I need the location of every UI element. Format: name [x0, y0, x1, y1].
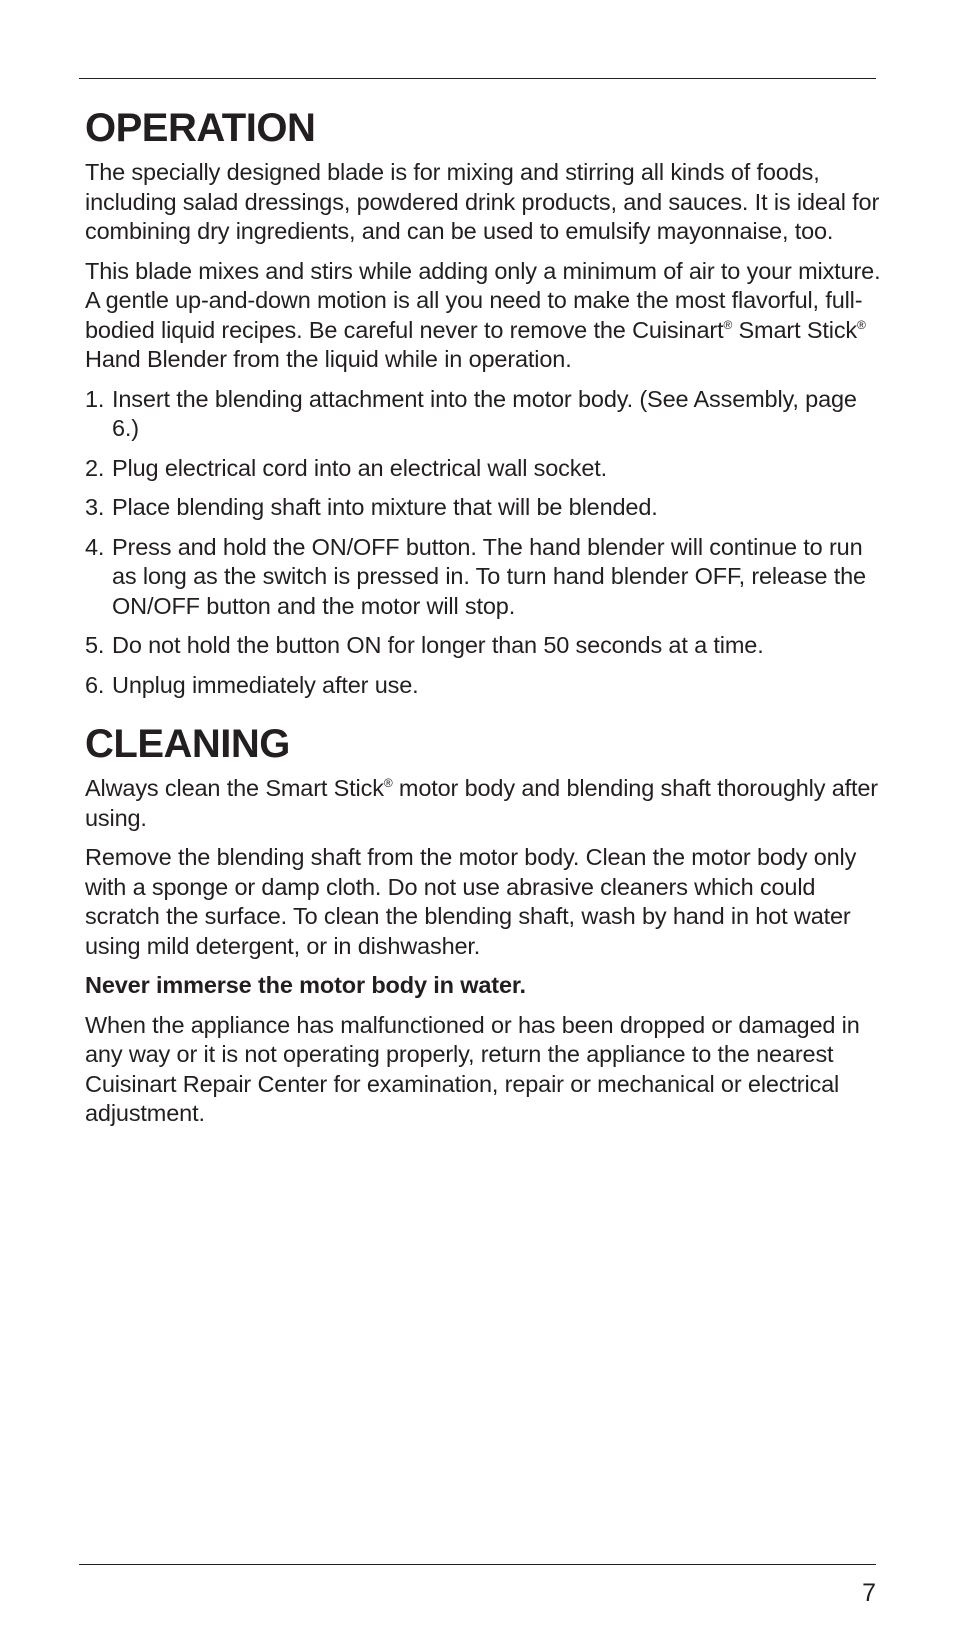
step-text: Unplug immediately after use.	[112, 671, 419, 698]
list-item	[85, 671, 885, 701]
step-number: 5.	[85, 632, 105, 658]
step-number: 1.	[85, 385, 105, 412]
list-item	[85, 385, 885, 444]
step-text: Press and hold the ON/OFF button. The hand blender will continue to run as long as the switch is pressed in. To turn hand blender OFF, release the ON/OFF button and the motor will stop.	[112, 533, 866, 619]
step-number: 6.	[85, 671, 105, 698]
registered-mark: ®	[723, 317, 733, 332]
bottom-divider	[79, 1564, 876, 1565]
cleaning-paragraph-1: Always clean the Smart Stick® motor body and blending shaft thoroughly after using.	[85, 775, 878, 831]
operation-paragraph-2: This blade mixes and stirs while adding only a minimum of air to your mixture. A gentle up-and-down motion is all you need to make the most flavorful, full-bodied liquid recipes. Be careful never to remove the Cuisinart® Smart Stick® Hand Blender from the liquid while in operation.	[85, 257, 881, 372]
registered-mark: ®	[383, 776, 393, 790]
page-content	[85, 98, 885, 1129]
operation-paragraph-1: The specially designed blade is for mixing and stirring all kinds of foods, including salad dressings, powdered drink products, and sauces. It is ideal for combining dry ingredients, and can be used to emulsify mayonnaise, too.	[85, 159, 880, 244]
step-text: Do not hold the button ON for longer than 50 seconds at a time.	[112, 632, 764, 658]
registered-mark: ®	[857, 317, 866, 332]
cleaning-paragraph-3: When the appliance has malfunctioned or has been dropped or damaged in any way or it is not operating properly, return the appliance to the nearest Cuisinart Repair Center for examination, repair or mechanical or electrical adjustment.	[85, 1011, 860, 1126]
step-text: Insert the blending attachment into the motor body. (See Assembly, page 6.)	[112, 385, 857, 441]
operation-heading: OPERATION	[85, 106, 316, 150]
operation-steps-list	[85, 385, 885, 701]
step-number: 2.	[85, 454, 105, 481]
list-item	[85, 631, 885, 661]
cleaning-paragraph-2: Remove the blending shaft from the motor body. Clean the motor body only with a sponge or damp cloth. Do not use abrasive cleaners which could scratch the surface. To clean the blending shaft, wash by hand in hot water using mild detergent, or in dishwasher.	[85, 844, 857, 959]
cleaning-heading: CLEANING	[85, 722, 290, 766]
list-item	[85, 454, 885, 484]
step-text: Place blending shaft into mixture that will be blended.	[112, 494, 658, 520]
step-number: 3.	[85, 494, 105, 520]
page-number: 7	[862, 1579, 876, 1607]
top-divider	[79, 78, 876, 79]
list-item	[85, 493, 885, 523]
step-text: Plug electrical cord into an electrical wall socket.	[112, 454, 608, 481]
cleaning-warning: Never immerse the motor body in water.	[85, 972, 526, 998]
step-number: 4.	[85, 533, 105, 560]
list-item	[85, 533, 885, 622]
